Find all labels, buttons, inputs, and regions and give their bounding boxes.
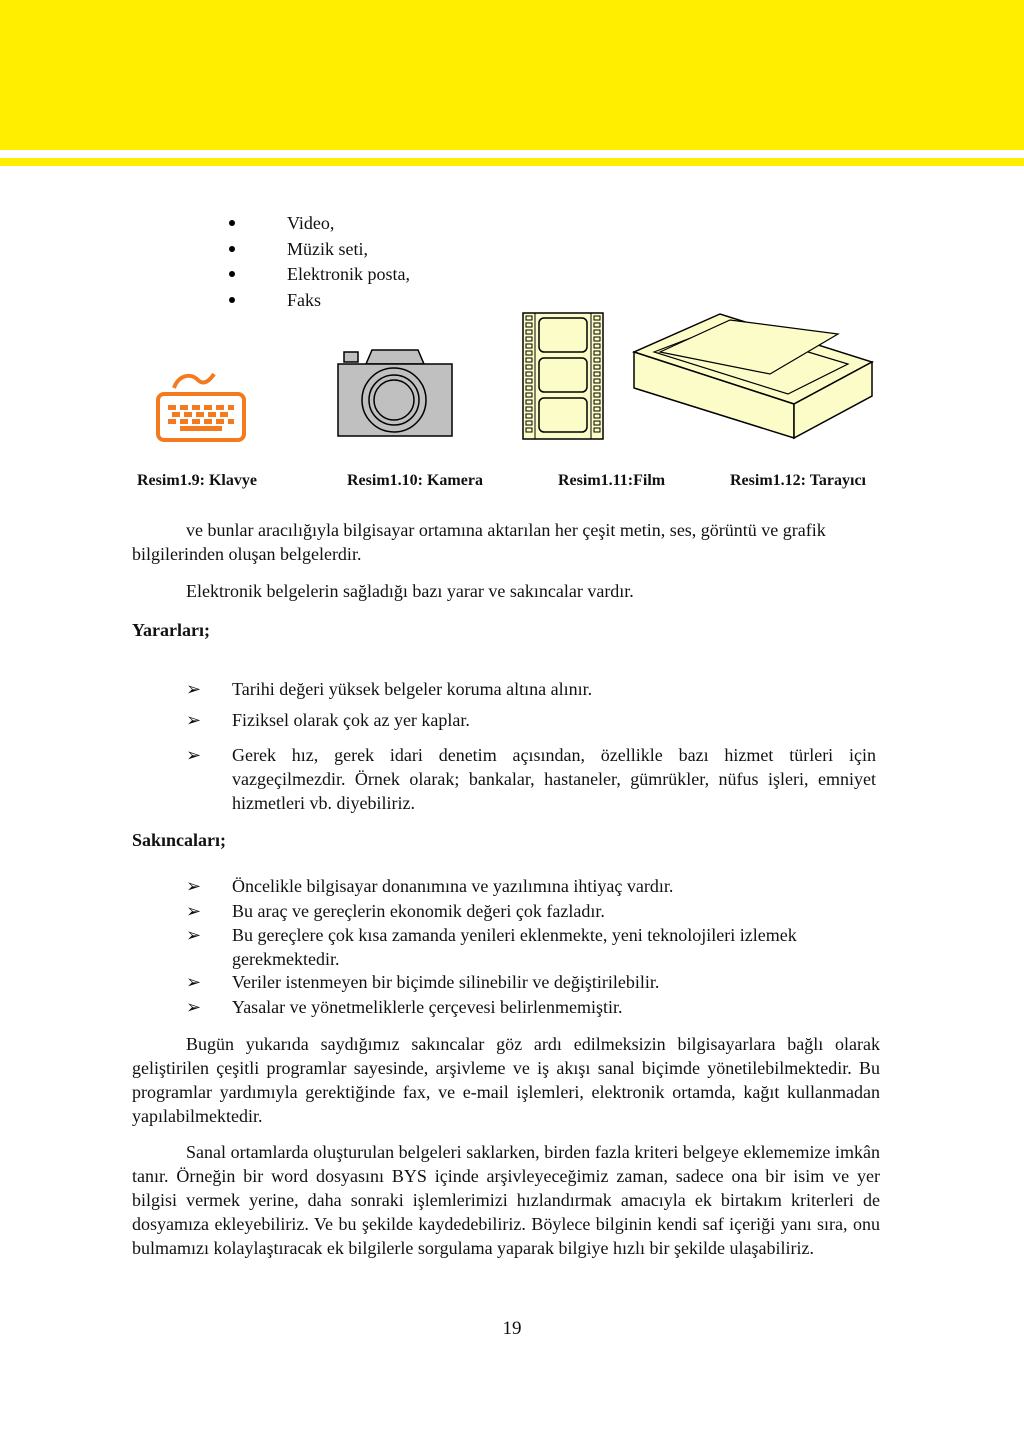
list-item: ➢ Veriler istenmeyen bir biçimde silinebilir ve değiştirilebilir. <box>186 972 660 992</box>
scanner-icon <box>630 312 876 440</box>
arrow-bullet-icon: ➢ <box>186 997 202 1017</box>
section-heading: Yararları; <box>132 620 210 640</box>
list-item: ➢ Yasalar ve yönetmeliklerle çerçevesi belirlenmemiştir. <box>186 997 623 1017</box>
paragraph: Sanal ortamlarda oluşturulan belgeleri saklarken, birden fazla kriteri belgeye eklememize imkân tanır. Örneğin bir word dosyasını BYS içinde arşivleyeceğimiz zaman, sadece ona bir isim ve yer bilgisi vermek yerine, daha sonraki işlemlerimizi hızlandırmak amacıyla ek birtakım kriterleri de dosyamıza ekleyebiliriz. Ve bu şekilde kaydedebiliriz. Böylece bilginin kendi saf içeriği yanı sıra, onu bulmamızı kolaylaştıracak ek bilgilerle sorgulama yaparak bilgiye hızlı bir şekilde ulaşabiliriz. <box>132 1142 880 1258</box>
list-item: ➢ Gerek hız, gerek idari denetim açısından, özellikle bazı hizmet türleri için vazgeçilmezdir. Örnek olarak; bankalar, hastaneler, gümrükler, nüfus işleri, emniyet hizmetleri vb. diyebiliriz. <box>186 745 876 813</box>
figure-caption: Resim1.10: Kamera <box>347 472 483 489</box>
arrow-bullet-icon: ➢ <box>186 925 202 945</box>
page-number: 19 <box>502 1318 522 1339</box>
list-item: ➢ Fiziksel olarak çok az yer kaplar. <box>186 710 470 730</box>
figure-caption: Resim1.9: Klavye <box>137 472 257 489</box>
list-item: ➢ Bu araç ve gereçlerin ekonomik değeri çok fazladır. <box>186 901 605 921</box>
arrow-bullet-icon: ➢ <box>186 679 202 699</box>
arrow-bullet-icon: ➢ <box>186 710 202 730</box>
arrow-bullet-icon: ➢ <box>186 972 202 992</box>
film-strip-icon <box>522 312 604 440</box>
keyboard-icon <box>150 368 250 446</box>
bullet-dot-icon <box>229 297 235 303</box>
header-banner <box>0 0 1024 150</box>
bullet-dot-icon <box>229 271 235 277</box>
header-stripe <box>0 158 1024 166</box>
section-heading: Sakıncaları; <box>132 830 227 850</box>
arrow-bullet-icon: ➢ <box>186 901 202 921</box>
list-item: ➢ Tarihi değeri yüksek belgeler koruma altına alınır. <box>186 679 593 699</box>
bullet-dot-icon <box>229 246 235 252</box>
arrow-bullet-icon: ➢ <box>186 876 202 896</box>
paragraph: ve bunlar aracılığıyla bilgisayar ortamına aktarılan her çeşit metin, ses, görüntü ve grafik bilgilerinden oluşan belgelerdir. <box>132 520 826 564</box>
bullet-dot-icon <box>229 220 235 226</box>
paragraph: Elektronik belgelerin sağladığı bazı yarar ve sakıncalar vardır. <box>186 581 634 601</box>
figure-caption: Resim1.12: Tarayıcı <box>730 472 866 489</box>
list-item: ➢ Bu gereçlere çok kısa zamanda yenileri eklenmekte, yeni teknolojileri izlemek gerekmektedir. <box>186 925 797 969</box>
figure-caption: Resim1.11:Film <box>558 472 666 489</box>
paragraph: Bugün yukarıda saydığımız sakıncalar göz ardı edilmeksizin bilgisayarlara bağlı olarak geliştirilen çeşitli programlar sayesinde, arşivleme ve iş akışı sanal biçimde yönetilebilmektedir. Bu programlar yardımıyla gerektiğinde fax, ve e-mail işlemleri, elektronik ortamda, kağıt kullanmadan yapılabilmektedir. <box>132 1034 880 1126</box>
list-item: ➢ Öncelikle bilgisayar donanımına ve yazılımına ihtiyaç vardır. <box>186 876 674 896</box>
camera-icon <box>336 348 456 440</box>
arrow-bullet-icon: ➢ <box>186 745 202 765</box>
